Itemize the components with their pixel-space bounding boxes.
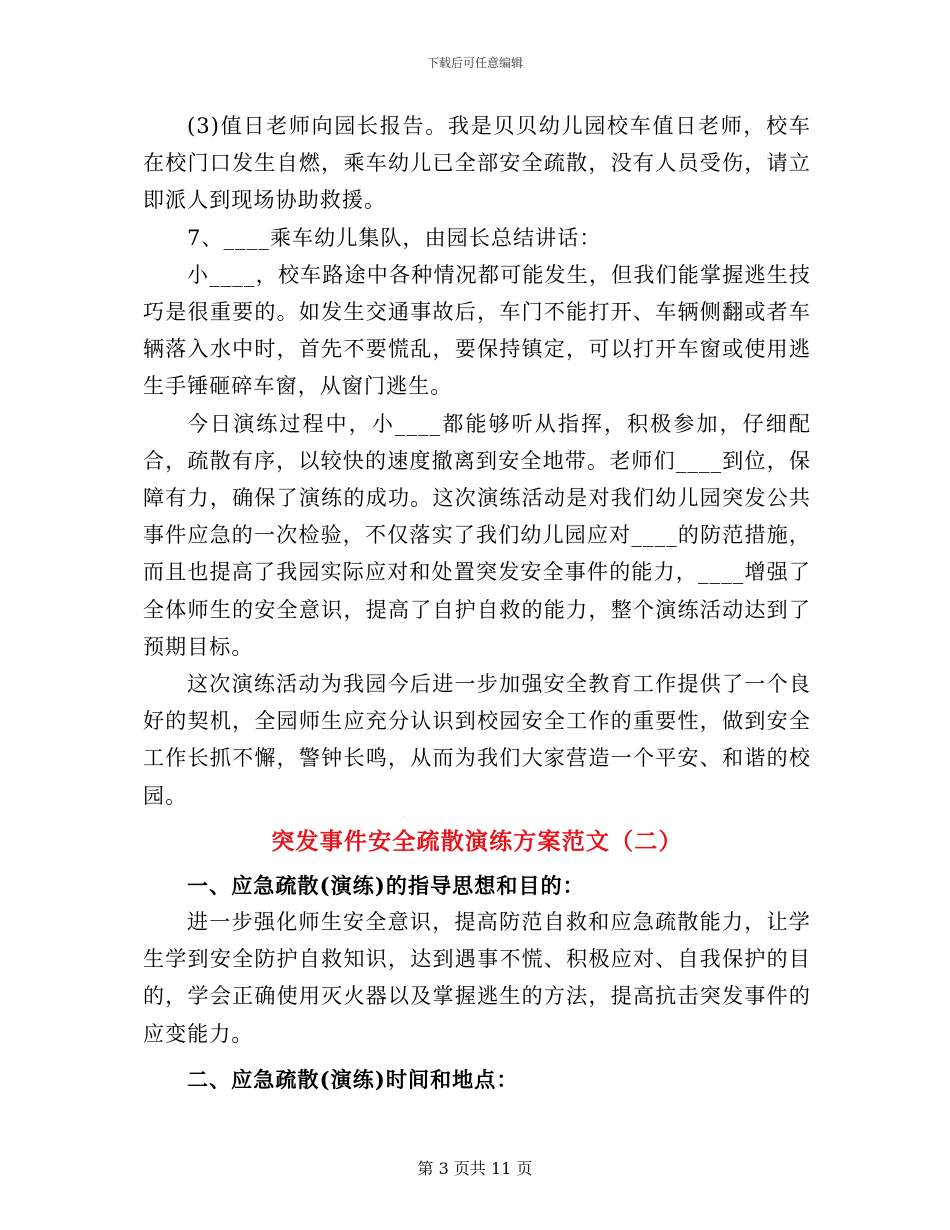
heading-purpose: 一、应急疏散(演练)的指导思想和目的： [187, 872, 585, 898]
page-header: 下载后可任意编辑 [426, 56, 523, 70]
heading-time-place: 二、应急疏散(演练)时间和地点： [187, 1066, 519, 1092]
paragraph-step-7: 7、____乘车幼儿集队，由园长总结讲话： [187, 225, 602, 250]
section-title: 突发事件安全疏散演练方案范文（二） [271, 827, 683, 855]
paragraph-report: (3)值日老师向园长报告。我是贝贝幼儿园校车值日老师，校车在校门口发生自燃，乘车幼儿已全部安全疏散，没有人员受伤，请立即派人到现场协助救援。 [143, 114, 811, 213]
paragraph-purpose: 进一步强化师生安全意识，提高防范自救和应急疏散能力，让学生学到安全防护自救知识，达到遇事不慌、积极应对、自我保护的目的，学会正确使用灭火器以及掌握逃生的方法，提高抗击突发事件的应变能力。 [143, 910, 811, 1046]
page-content [143, 108, 811, 1098]
paragraph-escape-tips: 小____，校车路途中各种情况都可能发生，但我们能掌握逃生技巧是很重要的。如发生交通事故后，车门不能打开、车辆侧翻或者车辆落入水中时，首先不要慌乱，要保持镇定，可以打开车窗或使用逃生手锤砸碎车窗，从窗门逃生。 [143, 262, 811, 399]
paragraph-conclusion: 这次演练活动为我园今后进一步加强安全教育工作提供了一个良好的契机，全园师生应充分认识到校园安全工作的重要性，做到安全工作长抓不懈，警钟长鸣，从而为我们大家营造一个平安、和谐的校园。 [143, 672, 811, 808]
paragraph-drill-summary: 今日演练过程中，小____都能够听从指挥，积极参加，仔细配合，疏散有序，以较快的速度撤离到安全地带。老师们____到位，保障有力，确保了演练的成功。这次演练活动是对我们幼儿园突发公共事件应急的一次检验，不仅落实了我们幼儿园应对____的防范措施，而且也提高了我园实际应对和处置突发安全事件的能力，____增强了全体师生的安全意识，提高了自护自救的能力，整个演练活动达到了预期目标。 [143, 411, 811, 659]
page-number: 第 3 页共 11 页 [417, 1159, 533, 1178]
